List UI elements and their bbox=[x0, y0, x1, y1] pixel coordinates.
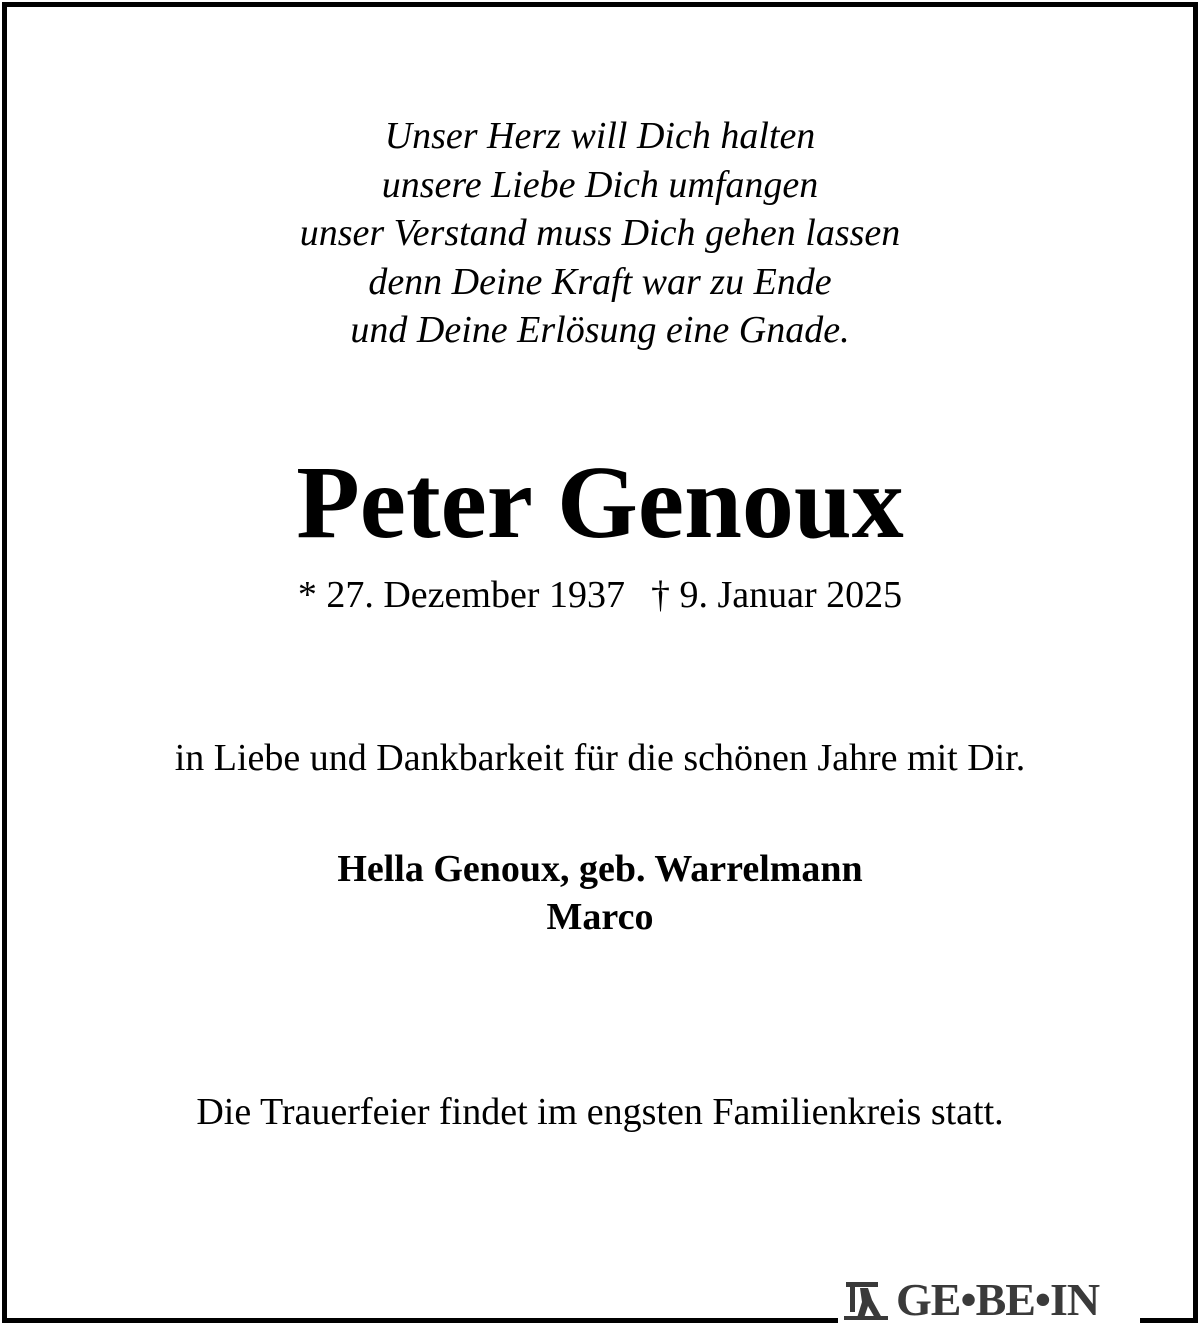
mourners-block bbox=[0, 845, 1200, 941]
verse-line: denn Deine Kraft war zu Ende bbox=[368, 260, 832, 303]
bottom-rule-left bbox=[2, 1318, 838, 1323]
mourner-name: Marco bbox=[546, 896, 654, 938]
ceremony-note: Die Trauerfeier findet im engsten Familienkreis statt. bbox=[196, 1091, 1004, 1133]
dedication-text: in Liebe und Dankbarkeit für die schönen Jahre mit Dir. bbox=[174, 737, 1026, 779]
life-dates bbox=[0, 570, 1200, 620]
verse-line: unsere Liebe Dich umfangen bbox=[381, 163, 819, 206]
gebein-logo bbox=[842, 1274, 1142, 1325]
bottom-rule-right bbox=[1140, 1318, 1198, 1323]
deceased-name: Peter Genoux bbox=[296, 445, 904, 560]
birth-date: * 27. Dezember 1937 bbox=[297, 574, 625, 616]
verse-block bbox=[0, 112, 1200, 355]
gebein-figure-icon bbox=[842, 1278, 890, 1322]
mourner-name: Hella Genoux, geb. Warrelmann bbox=[337, 848, 863, 890]
death-date: † 9. Januar 2025 bbox=[650, 574, 903, 616]
verse-line: unser Verstand muss Dich gehen lassen bbox=[299, 212, 901, 254]
verse-line: Unser Herz will Dich halten bbox=[384, 115, 816, 157]
verse-line: und Deine Erlösung eine Gnade. bbox=[350, 309, 850, 351]
logo-text: GE•BE•IN bbox=[896, 1274, 1100, 1325]
